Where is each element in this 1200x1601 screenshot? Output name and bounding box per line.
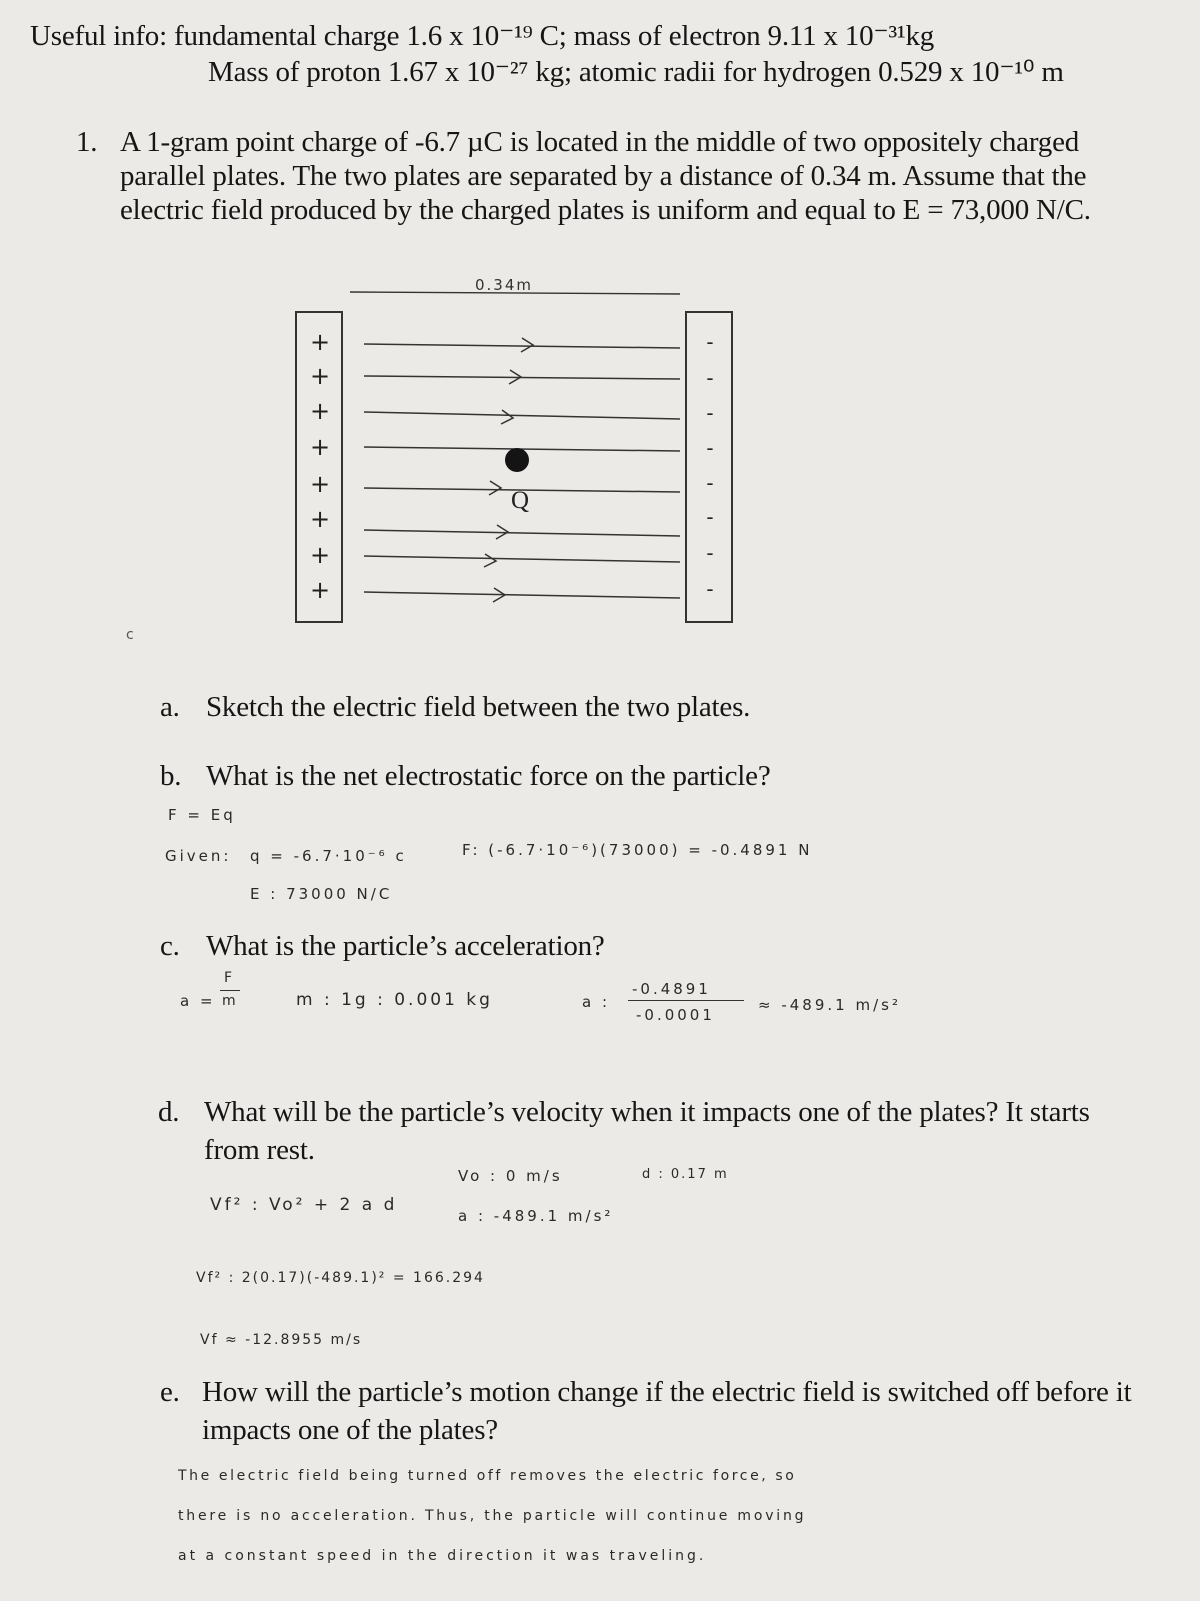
minus-sign: - [706, 505, 714, 529]
part-b-given-q: q = -6.7·10⁻⁶ c [250, 847, 407, 865]
minus-sign: - [706, 401, 714, 425]
plus-sign: + [309, 362, 331, 390]
minus-sign: - [706, 366, 714, 390]
plus-sign: + [309, 505, 331, 533]
useful-info-line-1: Useful info: fundamental charge 1.6 x 10⁻¹⁹ C; mass of electron 9.11 x 10⁻³¹kg [30, 20, 935, 52]
problem-line-2: parallel plates. The two plates are separated by a distance of 0.34 m. Assume that the [120, 160, 1087, 192]
field-line [364, 344, 680, 348]
useful-info-line-2: Mass of proton 1.67 x 10⁻²⁷ kg; atomic radii for hydrogen 0.529 x 10⁻¹⁰ m [208, 56, 1064, 88]
negative-plate [686, 312, 732, 622]
part-c-frac-top: F [224, 970, 236, 986]
part-a-question: Sketch the electric field between the two plates. [206, 691, 751, 723]
part-b-question: What is the net electrostatic force on the particle? [206, 760, 771, 792]
part-c-mass: m : 1g : 0.001 kg [296, 990, 493, 1010]
point-charge [505, 448, 529, 472]
problem-number: 1. [76, 126, 98, 158]
arrow-icon [521, 338, 533, 352]
minus-sign: - [706, 471, 714, 495]
minus-signs [706, 330, 713, 601]
field-line [364, 530, 680, 536]
plus-sign: + [309, 470, 331, 498]
part-c-numerator: -0.4891 [632, 980, 711, 998]
part-c-frac-bottom: m [222, 993, 239, 1009]
part-e-letter: e. [160, 1376, 180, 1408]
part-e-answer-line-1: The electric field being turned off removes the electric force, so [178, 1468, 797, 1484]
field-line [364, 376, 680, 379]
field-line [364, 556, 680, 562]
part-b-formula: F = Eq [168, 806, 236, 824]
part-d-distance: d : 0.17 m [642, 1167, 729, 1182]
part-d-question-line-1: What will be the particle’s velocity when it impacts one of the plates? It starts [204, 1096, 1090, 1128]
minus-sign: - [706, 541, 714, 565]
part-b-given-e: E : 73000 N/C [250, 885, 393, 903]
part-d-calculation: Vf² : 2(0.17)(-489.1)² = 166.294 [196, 1270, 485, 1286]
charge-label: Q [511, 487, 530, 514]
minus-sign: - [706, 330, 714, 354]
plus-sign: + [309, 397, 331, 425]
arrow-icon [489, 481, 501, 495]
field-line [364, 592, 680, 598]
part-c-a-lhs: a = [180, 992, 216, 1010]
part-c-question: What is the particle’s acceleration? [206, 930, 605, 962]
field-line [364, 412, 680, 419]
arrow-icon [484, 554, 496, 567]
part-e-answer-line-3: at a constant speed in the direction it was traveling. [178, 1548, 707, 1564]
margin-mark: c [126, 627, 134, 640]
minus-sign: - [706, 436, 714, 460]
plus-sign: + [309, 328, 331, 356]
part-c-division-bar [628, 1000, 744, 1001]
part-d-v0: Vo : 0 m/s [458, 1167, 563, 1185]
part-d-question-line-2: from rest. [204, 1134, 315, 1166]
part-a-letter: a. [160, 691, 180, 723]
part-c-frac-bar [220, 990, 240, 991]
part-c-a-label: a : [582, 993, 611, 1011]
part-d-acceleration: a : -489.1 m/s² [458, 1207, 614, 1225]
plus-sign: + [309, 541, 331, 569]
part-d-result: Vf ≈ -12.8955 m/s [200, 1332, 363, 1348]
part-c-letter: c. [160, 930, 180, 962]
part-c-denominator: -0.0001 [636, 1006, 715, 1024]
problem-line-3: electric field produced by the charged plates is uniform and equal to E = 73,000 N/C. [120, 194, 1091, 226]
part-b-letter: b. [160, 760, 182, 792]
part-d-letter: d. [158, 1096, 180, 1128]
problem-line-1: A 1-gram point charge of -6.7 µC is located in the middle of two oppositely charged [120, 126, 1080, 158]
distance-label: 0.34m [475, 276, 534, 294]
plus-sign: + [309, 433, 331, 461]
part-b-calculation: F: (-6.7·10⁻⁶)(73000) = -0.4891 N [462, 841, 813, 859]
arrow-icon [501, 410, 513, 424]
plus-sign: + [309, 576, 331, 604]
part-e-question-line-2: impacts one of the plates? [202, 1414, 498, 1446]
parallel-plates-diagram [0, 0, 1200, 640]
part-b-given-label: Given: [165, 847, 232, 865]
part-d-formula: Vf² : Vo² + 2 a d [210, 1195, 398, 1215]
minus-sign: - [706, 577, 714, 601]
part-e-question-line-1: How will the particle’s motion change if the electric field is switched off before it [202, 1376, 1132, 1408]
plus-signs [310, 328, 330, 604]
part-c-result: ≈ -489.1 m/s² [758, 996, 901, 1014]
part-e-answer-line-2: there is no acceleration. Thus, the particle will continue moving [178, 1508, 807, 1524]
